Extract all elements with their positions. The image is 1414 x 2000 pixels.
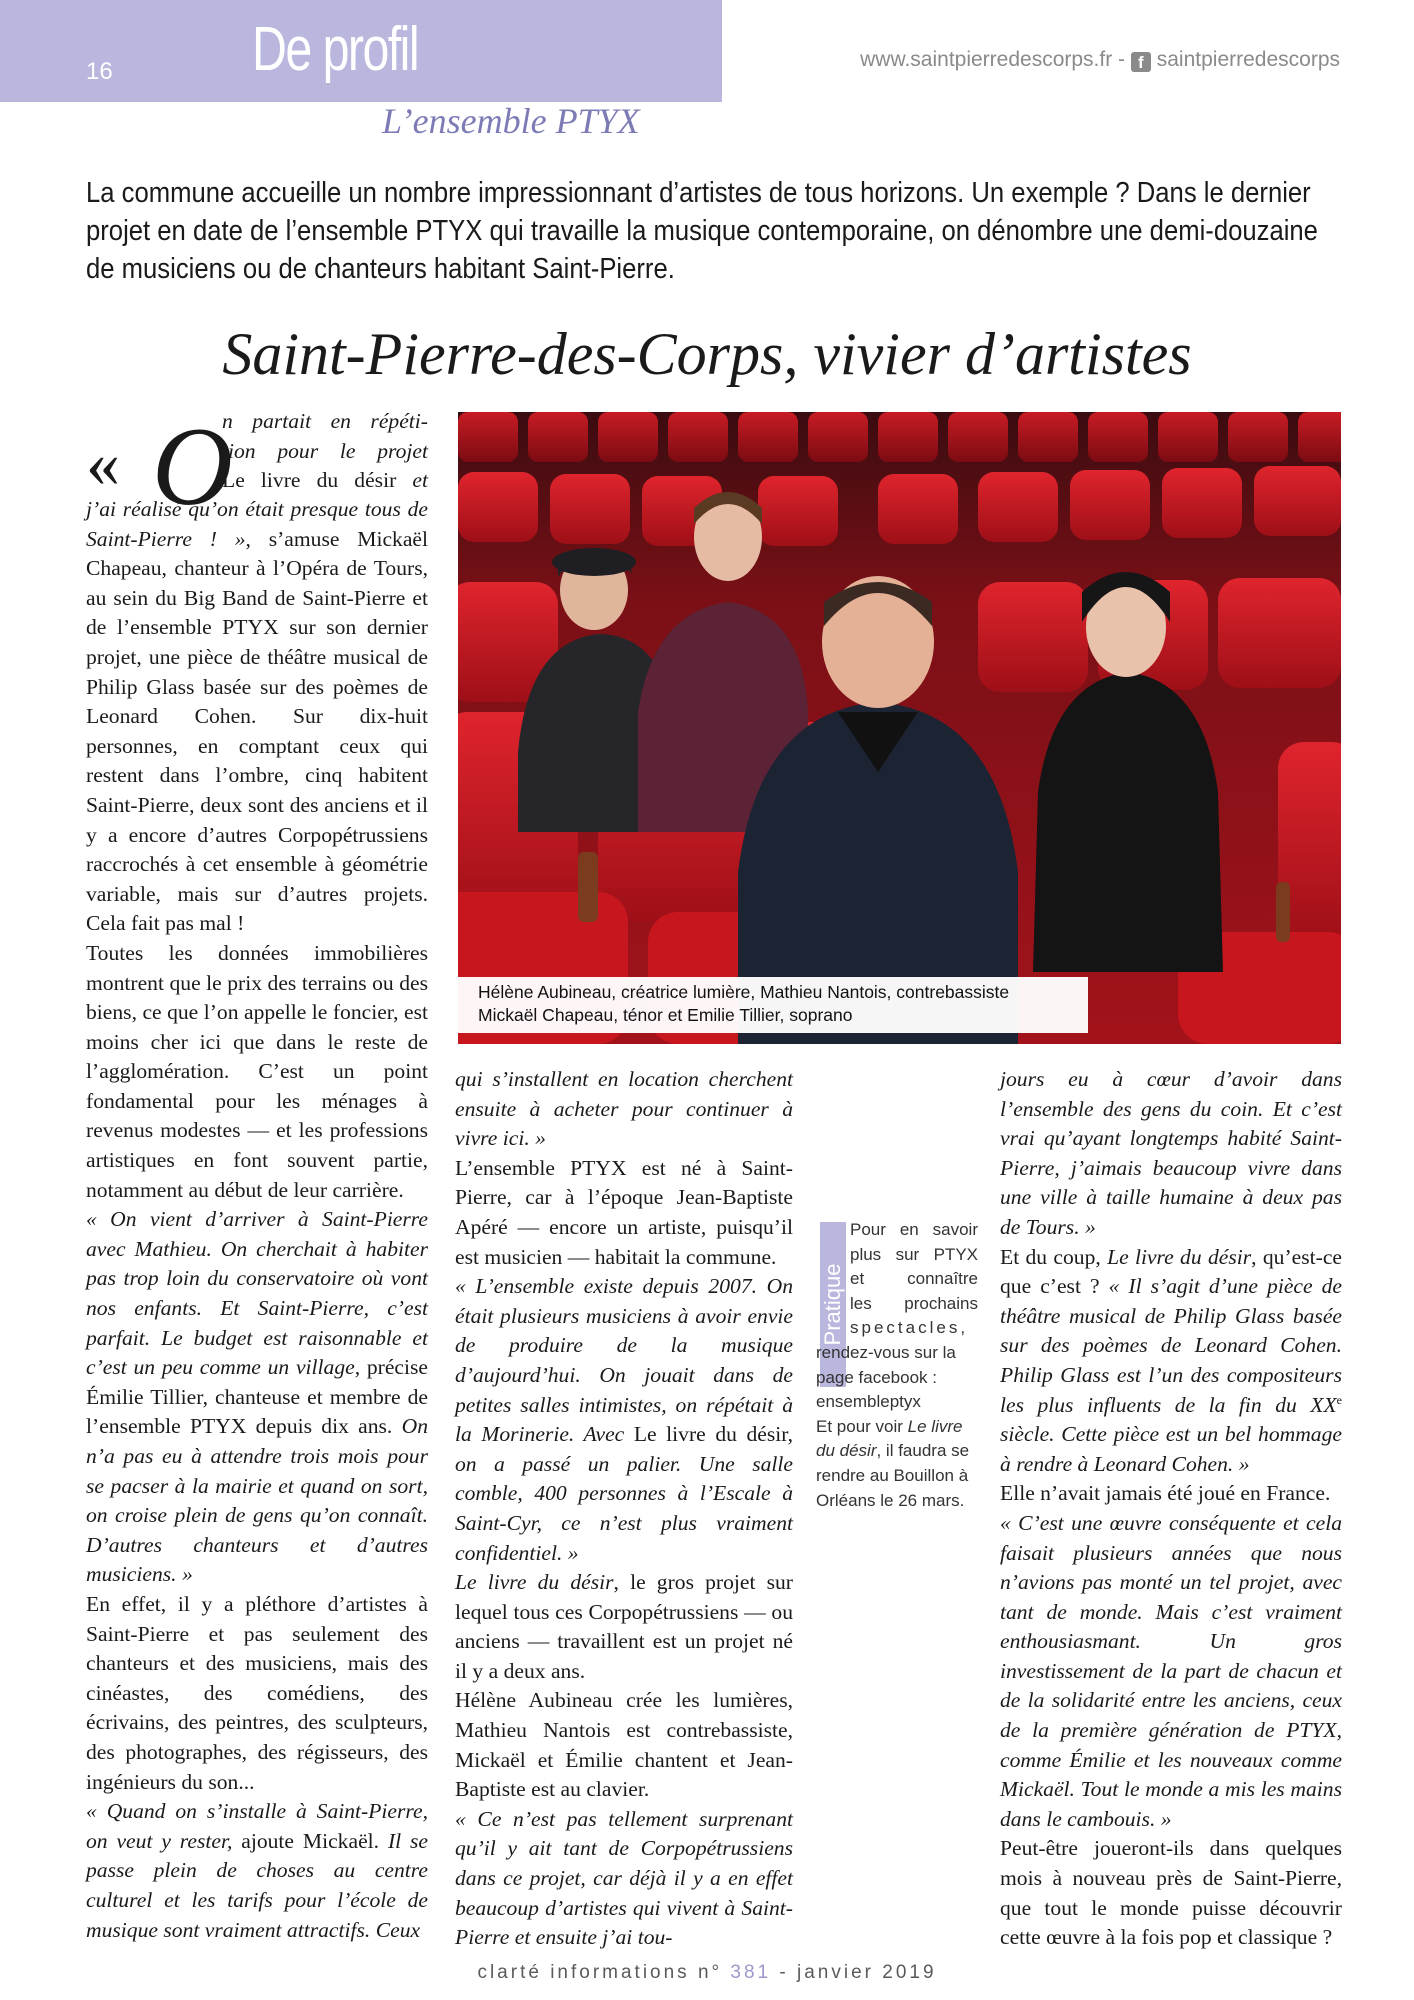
footer-date: - janvier 2019 [779,1962,937,1983]
photo-caption [458,977,1088,1033]
drop-cap-block [86,405,428,529]
website-link[interactable]: www.saintpierredescorps.fr - [860,48,1126,71]
paragraph: « C’est une œuvre conséquente et cela faisait plusieurs années que nous n’avions pas monté un tel projet, avec tant de monde. Mais c’est vraiment enthousiasmant. Un gros investissement de la part de chacun et de la solidarité entre les anciens, ceux de la première génération de PTYX, comme Émilie et les nouveaux comme Mickaël. Tout le monde a mis les mains dans le cambouis. » [1000,1510,1342,1831]
facebook-link[interactable]: saintpierredescorps [1156,48,1340,71]
group-photo [458,412,1341,1044]
article-column-2 [455,1065,793,1953]
paragraph: qui s’installent en location cherchent ensuite à acheter pour continuer à vivre ici. » [455,1067,793,1151]
caption-line: Mickaël Chapeau, ténor et Emilie Tillier, soprano [478,1005,853,1025]
drop-line: n partait en répéti- [222,409,428,433]
drop-cap: O [152,405,233,529]
pratique-line: Pour en savoir [850,1220,978,1239]
pratique-label: Pratique [820,1263,845,1346]
header-links [860,48,1340,72]
pratique-line: Et pour voir [816,1416,908,1436]
lead-line: de musiciens ou de chanteurs habitant Saint-Pierre. [86,253,675,285]
lead-line: projet en date de l’ensemble PTYX qui travaille la musique contemporaine, on dénombre une demi-douzaine [86,215,1318,247]
paragraph: Toutes les données immobilières montrent que le prix des terrains ou des biens, ce que l’on appelle le foncier, est moins cher ici que dans le reste de l’agglomération. C’est un point fondamental pour les ménages à revenus modestes — et les professions artistiques en font souvent partie, notamment au début de leur carrière. [86,940,428,1202]
article-subtitle: L’ensemble PTYX [382,101,640,141]
paragraph: Et du coup, Le livre du désir, qu’est-ce que c’est ? « Il s’agit d’une pièce de théâtre musical de Philip Glass basée sur des poèmes de Leonard Cohen. Philip Glass est l’un des compositeurs les plus influents de la fin du XXe siècle. Cette pièce est un bel hommage à rendre à Leonard Cohen. » [1000,1244,1342,1476]
paragraph: En effet, il y a pléthore d’artistes à Saint-Pierre et pas seulement des chanteurs et des musiciens, mais des cinéastes, des comédiens, des écrivains, des peintres, des sculpteurs, des photographes, des régisseurs, des ingénieurs du son... [86,1591,428,1794]
paragraph: Hélène Aubineau crée les lumières, Mathieu Nantois est contrebassiste, Mickaël et Émilie chantent et Jean-Baptiste est au clavier. [455,1688,793,1802]
pratique-line: , il faudra se rendre au Bouillon à Orléans le 26 mars. [816,1441,970,1510]
paragraph: Elle n’avait jamais été joué en France. [1000,1481,1331,1506]
photo-illustration [458,412,1341,1044]
pratique-line: rendez-vous sur la [816,1342,956,1362]
section-title: De profil [252,15,419,84]
pratique-line: spectacles, [850,1318,969,1338]
pratique-line: et connaître [850,1269,978,1289]
lead-line: La commune accueille un nombre impressionnant d’artistes de tous horizons. Un exemple ? Dans le dernier [86,177,1311,209]
paragraph: Le livre du désir, le gros projet sur lequel tous ces Corpopétrussiens — ou anciens — travaillent est un projet né il y a deux ans. [455,1570,793,1683]
pratique-line: plus sur PTYX [850,1244,978,1264]
pratique-title: Le livre du désir [816,1416,963,1461]
drop-line: tion pour le projet [222,438,428,463]
paragraph: « Quand on s’installe à Saint-Pierre, on veut y rester, ajoute Mickaël. Il se passe plein de choses au centre culturel et les tarifs pour l’école de musique sont vraiment attractifs. Ceux [86,1799,428,1942]
footer-publication: clarté informations n° [477,1962,723,1983]
issue-number: 381 [730,1962,772,1983]
lead-paragraph [86,174,1336,288]
article-column-1 [86,407,428,1945]
paragraph: « L’ensemble existe depuis 2007. On était plusieurs musiciens à avoir envie de produire de la musique d’aujourd’hui. On jouait dans de petites salles intimistes, on répétait à la Morinerie. Avec Le livre du désir, on a passé un palier. Une salle comble, 400 personnes à l’Escale à Saint-Cyr, ce n’est plus vraiment confidentiel. » [455,1274,793,1565]
facebook-page-name[interactable]: ensembleptyx [816,1392,921,1412]
pratique-box [816,1218,978,1513]
page-number: 16 [86,58,113,85]
article-column-3 [1000,1065,1342,1953]
pratique-line: page facebook : [816,1367,937,1387]
drop-line: Le livre du désir et [222,468,428,493]
caption-line: Hélène Aubineau, créatrice lumière, Mathieu Nantois, contrebassiste [478,982,1010,1002]
paragraph: « Ce n’est pas tellement surprenant qu’il y ait tant de Corpopétrussiens dans ce projet, car déjà il y a en effet beaucoup d’artistes qui vivent à Saint-Pierre et ensuite j’ai tou- [455,1806,793,1950]
drop-guillemet: « [86,425,120,501]
paragraph: Peut-être joueront-ils dans quelques mois à nouveau près de Saint-Pierre, que tout le monde puisse découvrir cette œuvre à la fois pop et classique ? [1000,1836,1342,1950]
paragraph: L’ensemble PTYX est né à Saint-Pierre, car à l’époque Jean-Baptiste Apéré — encore un artiste, puisqu’il est musicien — habitait la commune. [455,1155,793,1269]
paragraph: « On vient d’arriver à Saint-Pierre avec Mathieu. On cherchait à habiter pas trop loin du conservatoire où vont nos enfants. Et Saint-Pierre, c’est parfait. Le budget est raisonnable et c’est un peu comme un village, précise Émilie Tillier, chanteuse et membre de l’ensemble PTYX depuis dix ans. On n’a pas eu à attendre trois mois pour se pacser à la mairie et quand on sort, on croise plein de gens qu’on connaît. D’autres chanteurs et d’autres musiciens. » [86,1207,429,1587]
paragraph: jours eu à cœur d’avoir dans l’ensemble des gens du coin. Et c’est vrai qu’ayant longtemps habité Saint-Pierre, j’aimais beaucoup vivre dans une ville à taille humaine à deux pas de Tours. » [1000,1067,1342,1239]
paragraph: j’ai réalisé qu’on était presque tous de Saint-Pierre ! », s’amuse Mickaël Chapeau, chanteur à l’Opéra de Tours, au sein du Big Band de Saint-Pierre et de l’ensemble PTYX sur son dernier projet, une pièce de théâtre musical de Philip Glass basée sur des poèmes de Leonard Cohen. Sur dix-huit personnes, en comptant ceux qui restent dans l’ombre, cinq habitent Saint-Pierre, deux sont des anciens et il y a encore d’autres Corpopétrussiens raccrochés à cet ensemble à géométrie variable, mais sur d’autres projets. Cela fait pas mal ! [86,497,428,936]
footer [0,1962,1414,1984]
facebook-icon: f [1131,52,1151,72]
pratique-line: les prochains [850,1293,978,1313]
headline: Saint-Pierre-des-Corps, vivier d’artistes [222,321,1192,387]
